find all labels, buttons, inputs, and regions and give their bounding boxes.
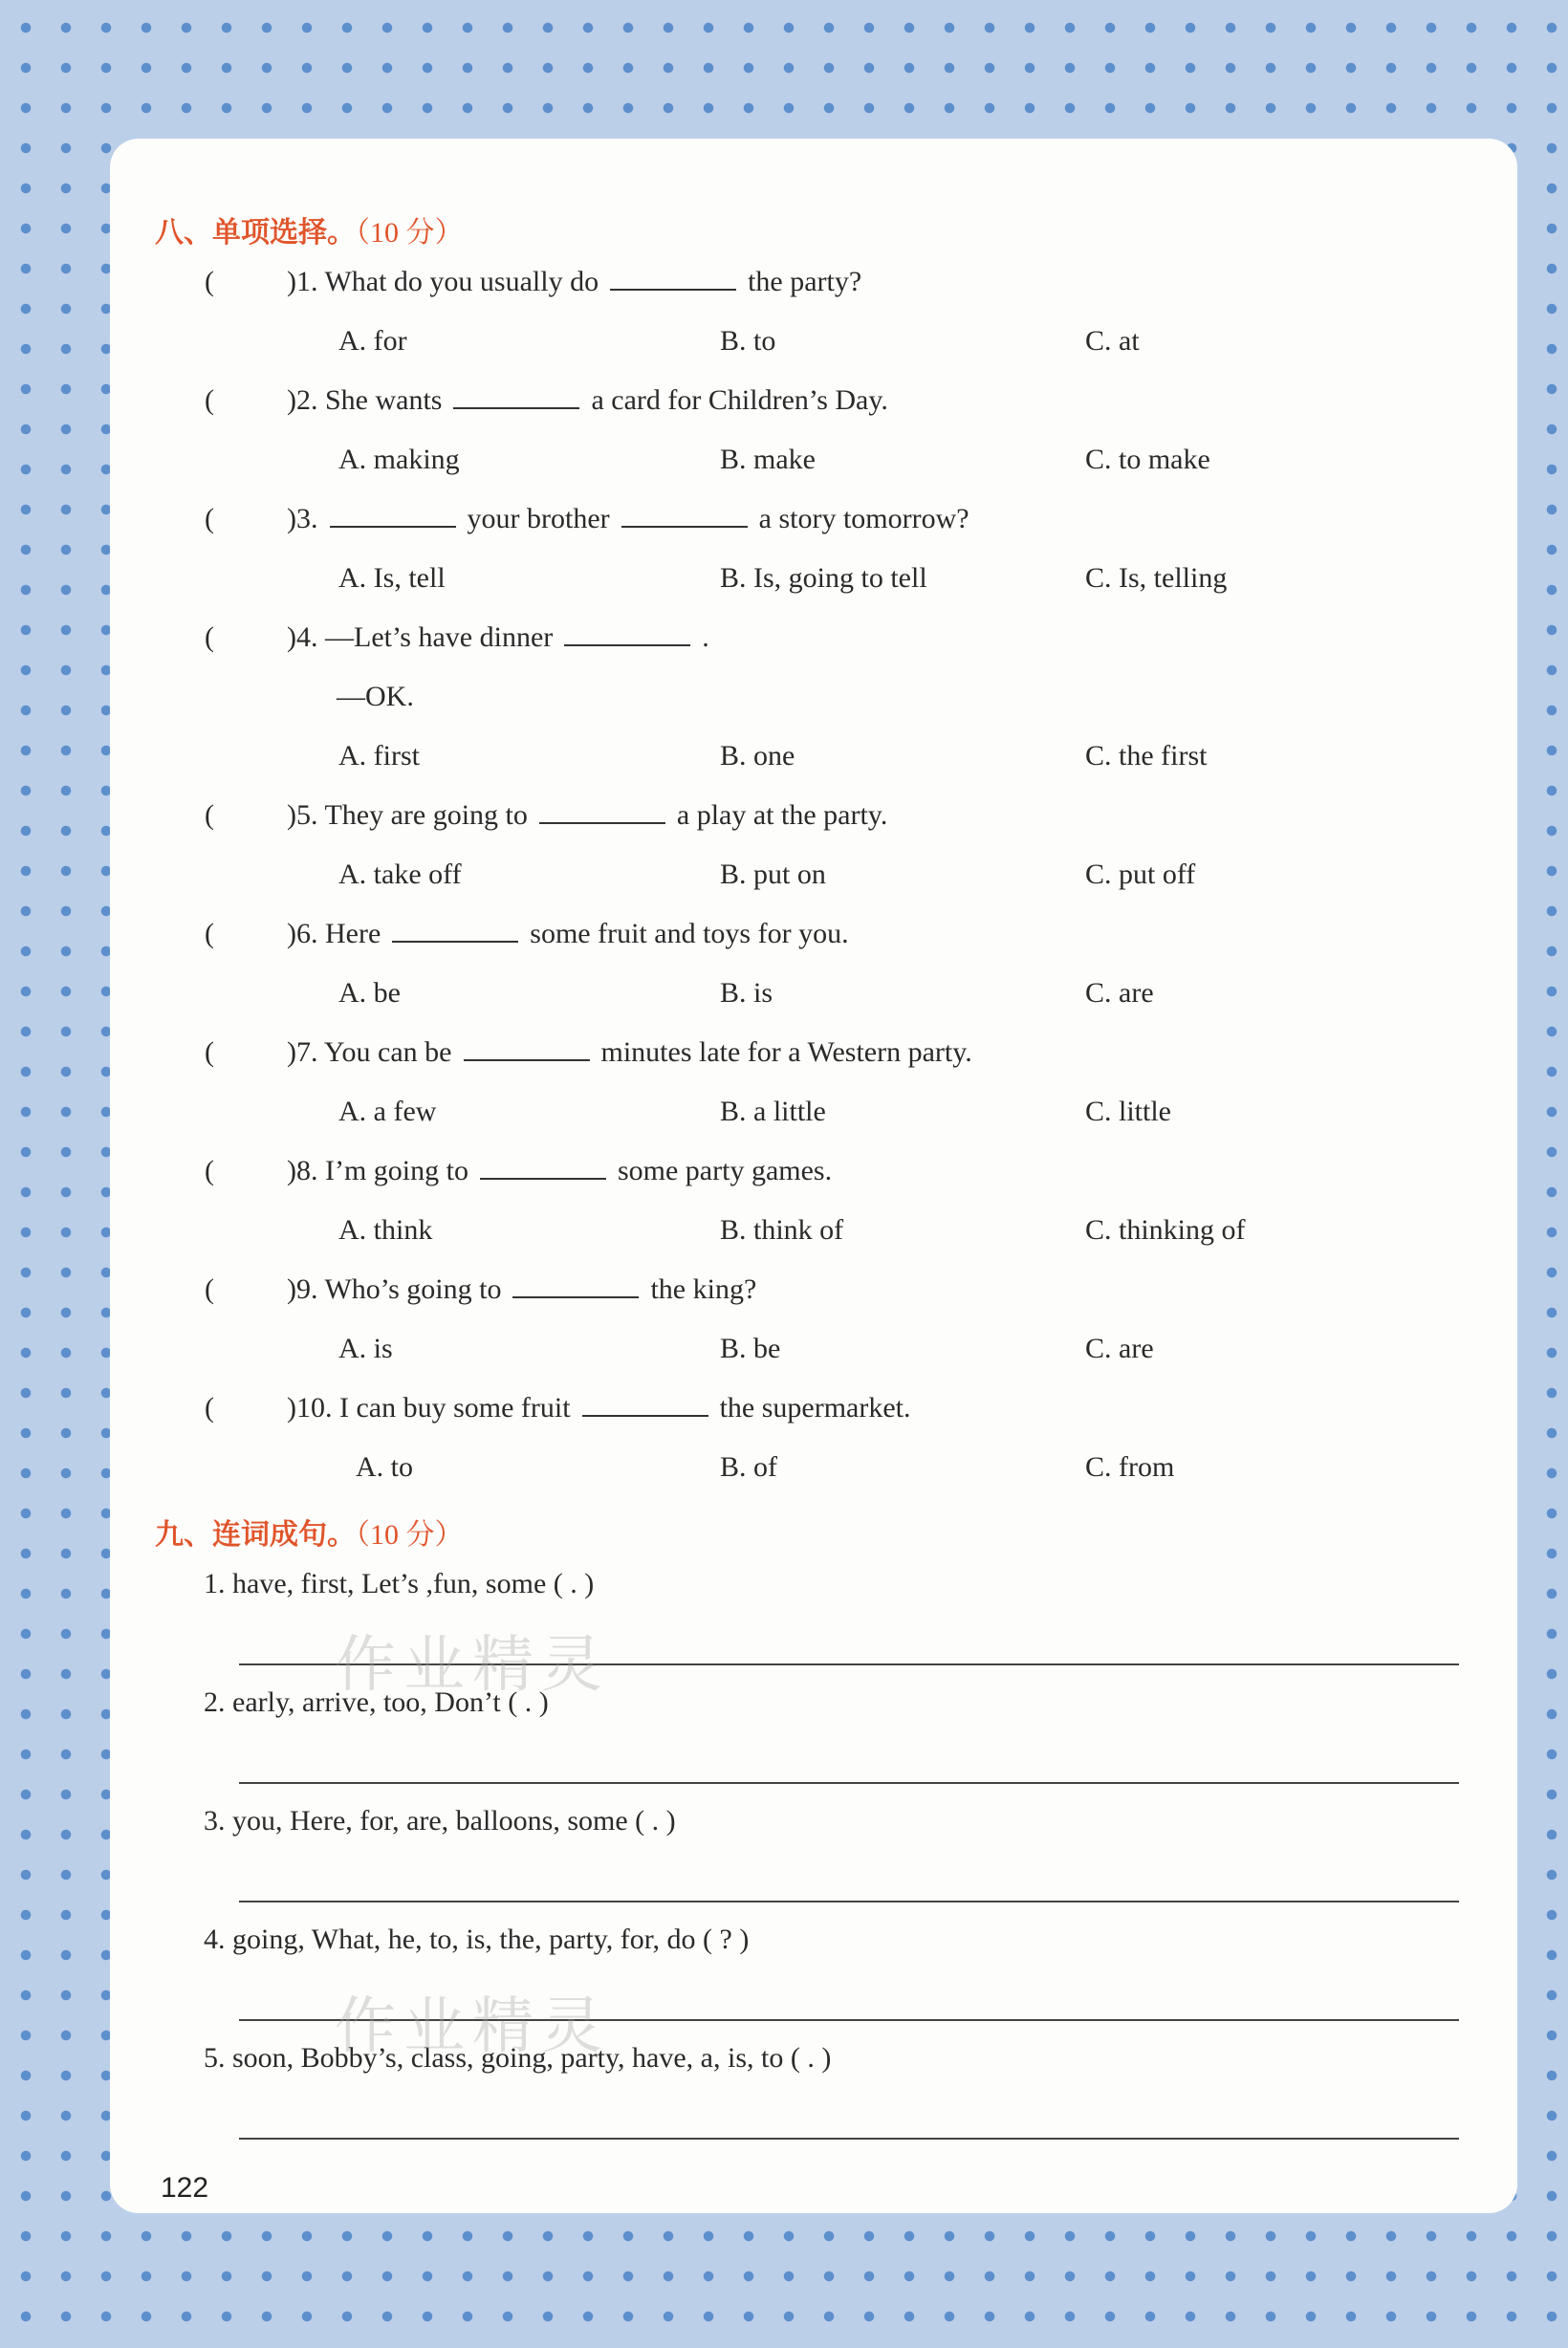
answer-paren[interactable]: ( [205,266,214,297]
fill-blank[interactable] [330,525,456,528]
option-b[interactable]: B. is [720,977,773,1009]
option-b[interactable]: B. Is, going to tell [720,562,927,594]
option-a[interactable]: A. first [338,740,420,772]
option-a[interactable]: A. making [338,444,460,475]
option-a[interactable]: A. take off [338,859,462,890]
question-text-after: some fruit and toys for you. [530,918,849,949]
option-c[interactable]: C. are [1085,1333,1154,1364]
answer-paren[interactable]: ( [205,1155,214,1186]
option-b[interactable]: B. be [720,1333,781,1364]
answer-paren[interactable]: ( [205,918,214,949]
question-text-after: the king? [650,1273,757,1305]
option-b[interactable]: B. to [720,325,776,357]
dialogue-reply: —OK. [337,681,414,712]
question-text: )3. [287,503,318,534]
fill-blank[interactable] [464,1058,590,1061]
question-text-after: . [702,621,709,653]
sentence-item: 1. have, first, Let’s ,fun, some ( . ) [204,1568,595,1599]
option-c[interactable]: C. from [1085,1451,1175,1483]
answer-paren[interactable]: ( [205,384,214,416]
option-a[interactable]: A. to [356,1451,413,1483]
option-b[interactable]: B. of [720,1451,777,1483]
question-text: )8. I’m going to [287,1155,468,1186]
option-c[interactable]: C. little [1085,1096,1171,1127]
question-text: )10. I can buy some fruit [287,1392,571,1424]
option-a[interactable]: A. think [338,1214,433,1246]
question-stem [287,384,888,417]
question-text: )9. Who’s going to [287,1273,502,1305]
fill-blank[interactable] [480,1177,606,1180]
question-stem [287,1273,756,1306]
option-b[interactable]: B. think of [720,1214,844,1246]
option-a[interactable]: A. for [338,325,407,357]
option-a[interactable]: A. be [338,977,401,1009]
fill-blank[interactable] [392,940,518,943]
question-text-after: a card for Children’s Day. [591,384,888,416]
fill-blank[interactable] [564,643,690,646]
sentence-item: 4. going, What, he, to, is, the, party, for, do ( ? ) [204,1924,750,1955]
answer-paren[interactable]: ( [205,1036,214,1068]
question-text-after: minutes late for a Western party. [600,1036,972,1068]
page-number: 122 [161,2172,209,2204]
question-stem [287,799,887,832]
question-stem [287,266,861,298]
question-stem [287,621,709,654]
option-a[interactable]: A. Is, tell [338,562,446,594]
watermark-1: 作业精灵 [335,1630,610,1701]
question-stem [287,1392,911,1424]
question-text: )4. —Let’s have dinner [287,621,554,653]
option-c[interactable]: C. put off [1085,859,1196,890]
option-c[interactable]: C. Is, telling [1085,562,1228,594]
question-text-after: the supermarket. [719,1392,911,1424]
option-b[interactable]: B. one [720,740,795,772]
question-text-after: the party? [748,266,862,297]
answer-paren[interactable]: ( [205,503,214,534]
option-c[interactable]: C. are [1085,977,1154,1009]
answer-paren[interactable]: ( [205,621,214,653]
question-text: )2. She wants [287,384,443,416]
answer-line[interactable] [239,2138,1459,2140]
section-9-title [155,1511,464,1553]
question-text-after: a play at the party. [676,799,888,831]
sentence-item: 5. soon, Bobby’s, class, going, party, have, a, is, to ( . ) [204,2042,832,2074]
option-c[interactable]: C. at [1085,325,1140,357]
question-text-after: a story tomorrow? [758,503,969,534]
section-8-title [155,208,464,250]
question-stem [287,1155,832,1187]
question-text: )5. They are going to [287,799,528,831]
option-a[interactable]: A. a few [338,1096,437,1127]
sentence-item: 3. you, Here, for, are, balloons, some ( . ) [204,1805,676,1837]
question-text: )7. You can be [287,1036,452,1068]
question-text: )6. Here [287,918,381,949]
watermark-2: 作业精灵 [335,1991,610,2062]
answer-line[interactable] [239,1901,1459,1902]
question-stem [287,918,849,950]
answer-paren[interactable]: ( [205,1273,214,1305]
answer-paren[interactable]: ( [205,799,214,831]
question-text: )1. What do you usually do [287,266,599,297]
section-9-title-text: 九、连词成句。 [155,1518,356,1552]
fill-blank[interactable] [453,406,579,409]
answer-paren[interactable]: ( [205,1392,214,1424]
question-stem [287,503,969,535]
question-text-mid: your brother [467,503,610,534]
option-a[interactable]: A. is [338,1333,393,1364]
section-8-points: （10 分） [356,217,464,249]
section-9-points: （10 分） [356,1519,464,1551]
fill-blank[interactable] [582,1414,708,1417]
question-stem [287,1036,972,1069]
sentence-item: 2. early, arrive, too, Don’t ( . ) [204,1686,549,1718]
option-c[interactable]: C. to make [1085,444,1210,475]
option-b[interactable]: B. put on [720,859,826,890]
option-c[interactable]: C. the first [1085,740,1208,772]
option-b[interactable]: B. a little [720,1096,826,1127]
option-b[interactable]: B. make [720,444,816,475]
answer-line[interactable] [239,1782,1459,1784]
option-c[interactable]: C. thinking of [1085,1214,1246,1246]
fill-blank[interactable] [539,821,665,824]
fill-blank[interactable] [621,525,748,528]
section-8-title-text: 八、单项选择。 [155,216,356,250]
question-text-after: some party games. [617,1155,833,1186]
fill-blank[interactable] [512,1295,639,1298]
fill-blank[interactable] [610,288,736,291]
